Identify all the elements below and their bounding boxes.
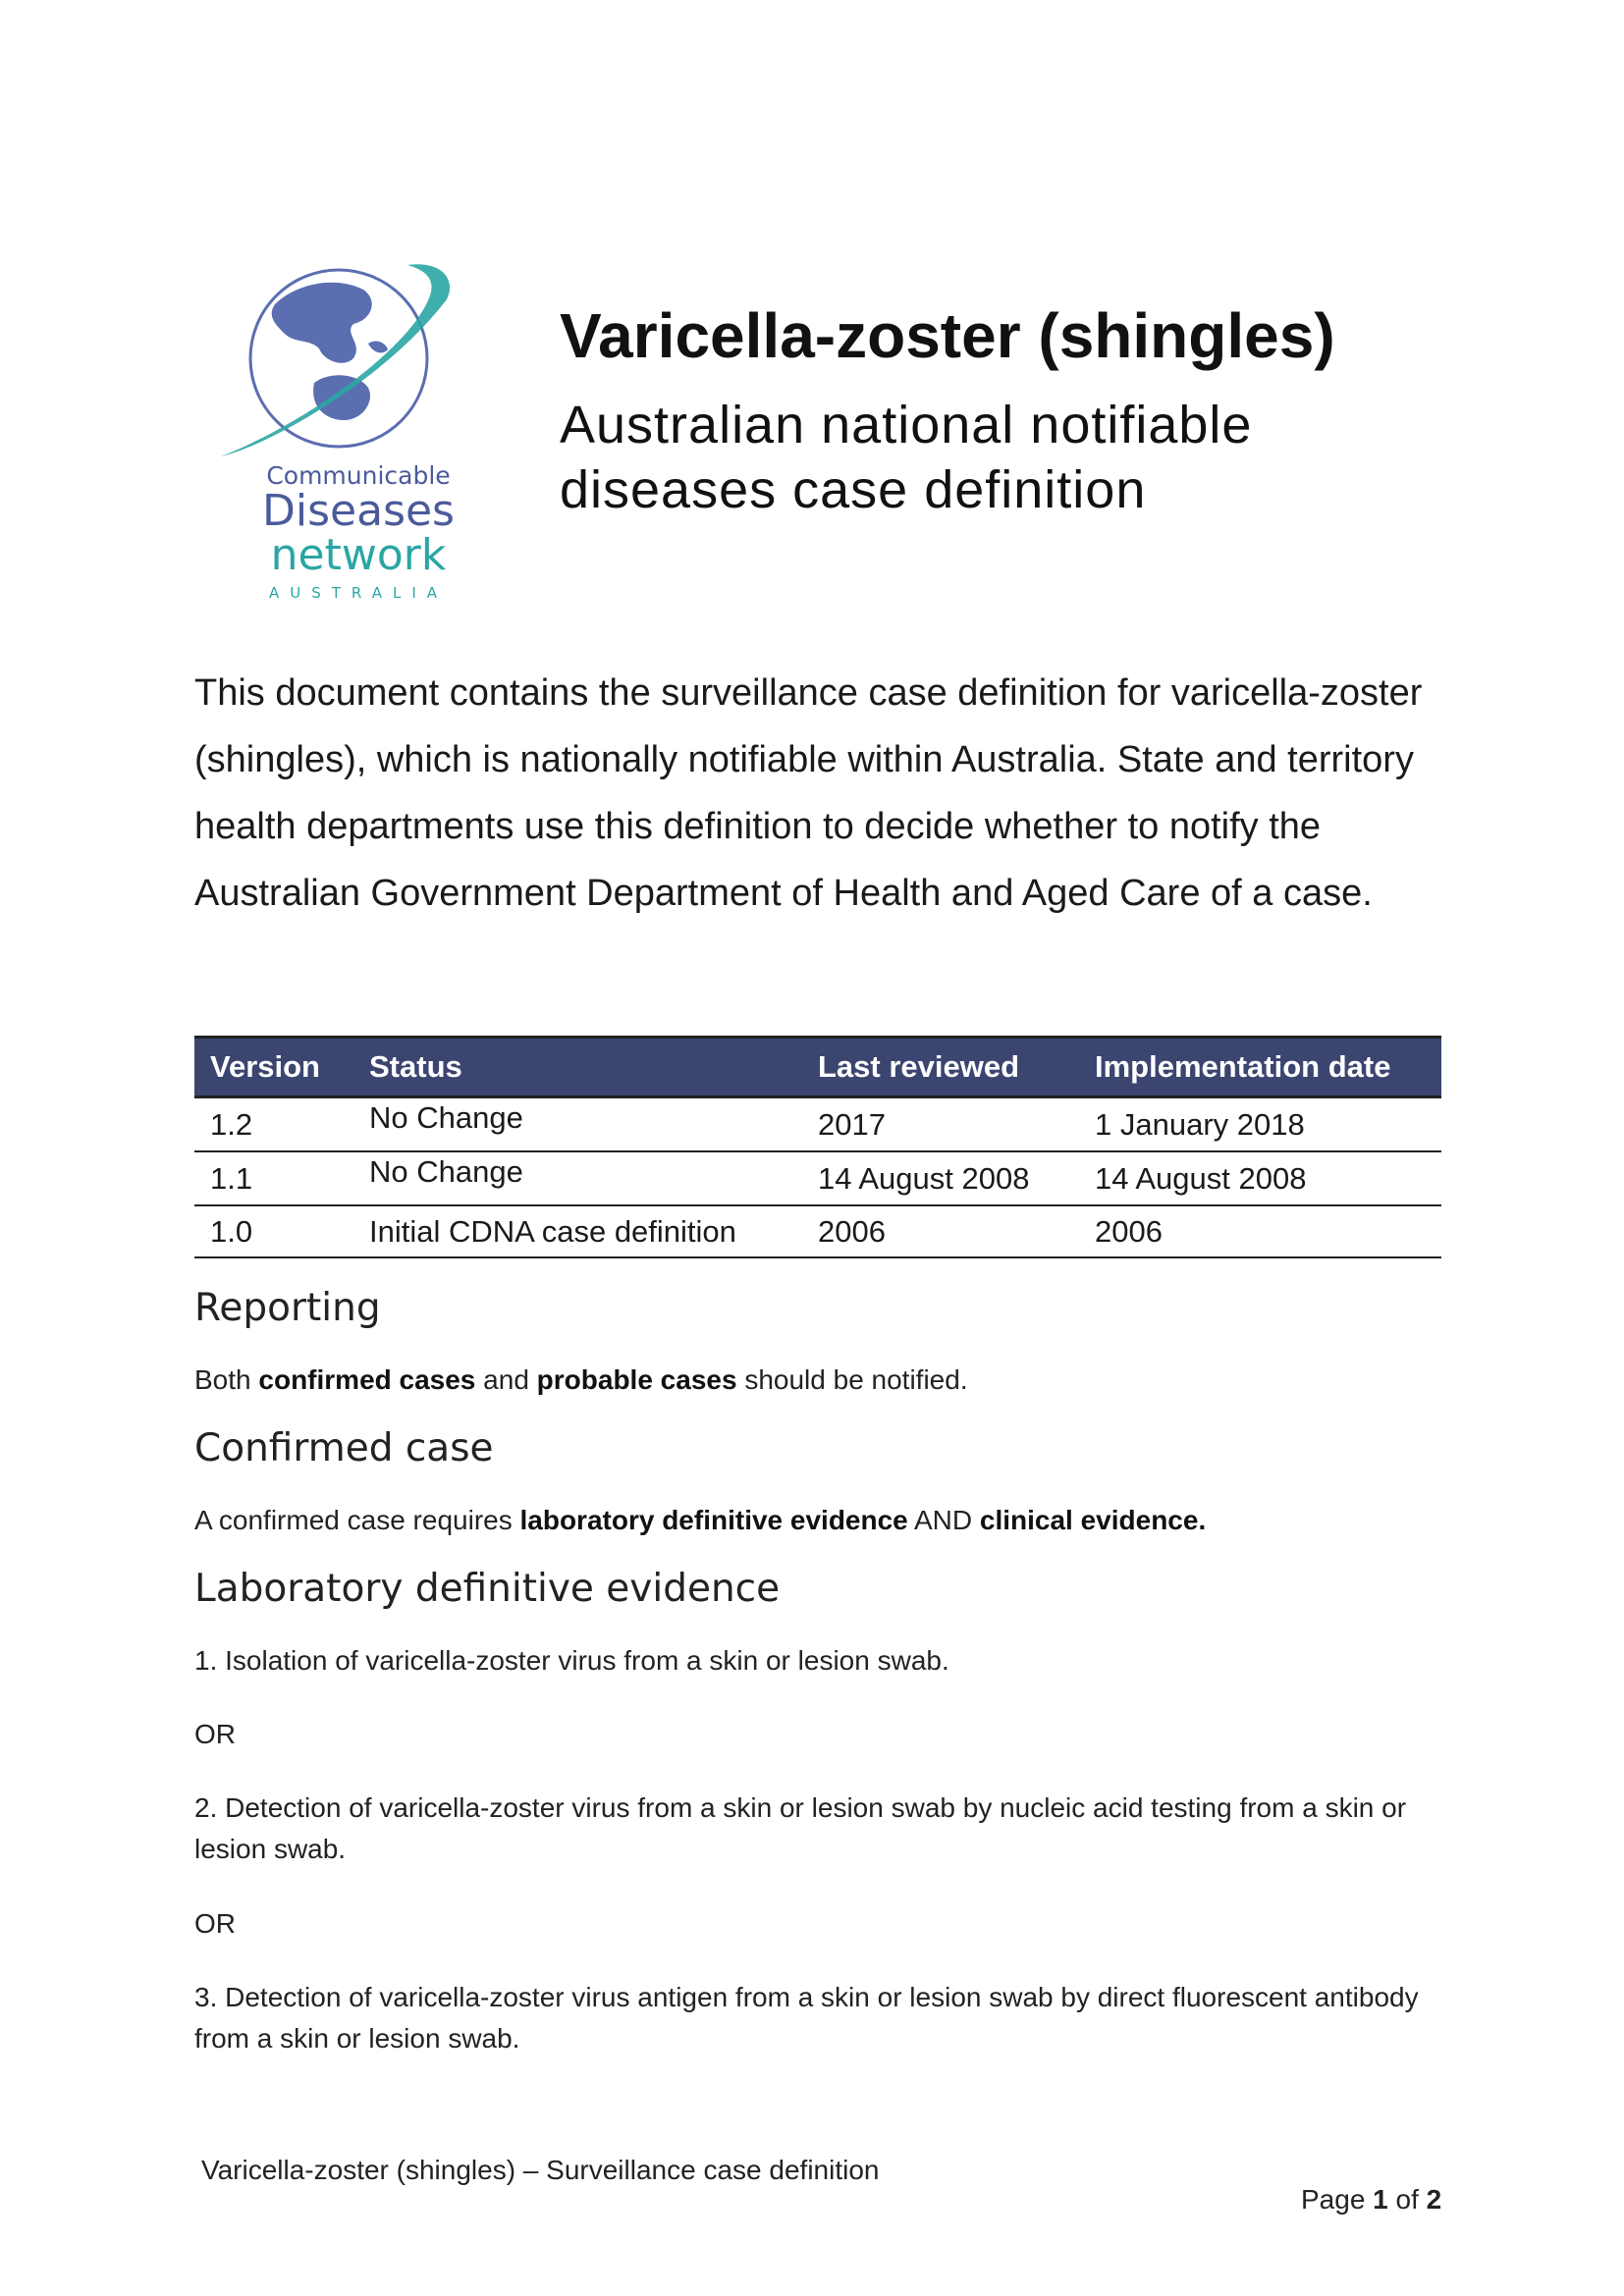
cell-implementation-date: 2006 bbox=[1079, 1205, 1441, 1257]
logo-diseases: Diseases bbox=[262, 486, 455, 536]
lab-evidence-or-2: OR bbox=[194, 1908, 236, 1939]
subtitle-line-1: Australian national notifiable bbox=[560, 396, 1253, 454]
cell-implementation-date: 14 August 2008 bbox=[1079, 1151, 1441, 1205]
lab-evidence-item-2: 2. Detection of varicella-zoster virus from a skin or lesion swab by nucleic acid testing from a skin or lesion swab. bbox=[194, 1792, 1407, 1864]
cell-version: 1.0 bbox=[194, 1205, 353, 1257]
cell-implementation-date: 1 January 2018 bbox=[1079, 1097, 1441, 1152]
col-last-reviewed: Last reviewed bbox=[802, 1038, 1079, 1097]
table-row bbox=[194, 1205, 1441, 1257]
col-version: Version bbox=[194, 1038, 353, 1097]
table-row bbox=[194, 1151, 1441, 1205]
logo-communicable: Communicable bbox=[266, 461, 451, 490]
subtitle-line-2: diseases case definition bbox=[560, 460, 1147, 519]
cell-status: Initial CDNA case definition bbox=[353, 1205, 802, 1257]
cell-status: No Change bbox=[353, 1097, 802, 1152]
confirmed-case-text: A confirmed case requires laboratory definitive evidence AND clinical evidence. bbox=[194, 1505, 1207, 1535]
intro-paragraph: This document contains the surveillance case definition for varicella-zoster (shingles), which is nationally notifiable within Australia. State and territory health departments use this definition to decide whether to notify the Australian Government Department of Health and Aged Care of a case. bbox=[194, 672, 1423, 914]
reporting-heading: Reporting bbox=[194, 1286, 381, 1330]
version-table bbox=[194, 1036, 1441, 1258]
col-implementation-date: Implementation date bbox=[1079, 1038, 1441, 1097]
cell-version: 1.1 bbox=[194, 1151, 353, 1205]
version-table-header bbox=[194, 1038, 1441, 1097]
logo-network: network bbox=[270, 530, 447, 580]
logo-australia: AUSTRALIA bbox=[268, 584, 449, 602]
lab-evidence-item-1: 1. Isolation of varicella-zoster virus from a skin or lesion swab. bbox=[194, 1645, 949, 1676]
col-status: Status bbox=[353, 1038, 802, 1097]
cell-last-reviewed: 2006 bbox=[802, 1205, 1079, 1257]
confirmed-case-heading: Confirmed case bbox=[194, 1426, 494, 1470]
page-title: Varicella-zoster (shingles) bbox=[560, 300, 1335, 371]
page-subtitle bbox=[560, 393, 1443, 522]
footer-doc-title: Varicella-zoster (shingles) – Surveillance case definition bbox=[201, 2155, 880, 2185]
lab-evidence-heading: Laboratory definitive evidence bbox=[194, 1567, 781, 1611]
cdna-logo bbox=[206, 245, 471, 609]
footer-page-number: Page 1 of 2 bbox=[1301, 2184, 1442, 2215]
cell-status: No Change bbox=[353, 1151, 802, 1205]
cell-last-reviewed: 2017 bbox=[802, 1097, 1079, 1152]
reporting-text: Both confirmed cases and probable cases should be notified. bbox=[194, 1364, 968, 1395]
lab-evidence-item-3: 3. Detection of varicella-zoster virus antigen from a skin or lesion swab by direct fluorescent antibody from a skin or lesion swab. bbox=[194, 1982, 1419, 2054]
globe-icon bbox=[206, 245, 471, 471]
table-row bbox=[194, 1097, 1441, 1152]
cell-version: 1.2 bbox=[194, 1097, 353, 1152]
cell-last-reviewed: 14 August 2008 bbox=[802, 1151, 1079, 1205]
lab-evidence-or-1: OR bbox=[194, 1719, 236, 1749]
